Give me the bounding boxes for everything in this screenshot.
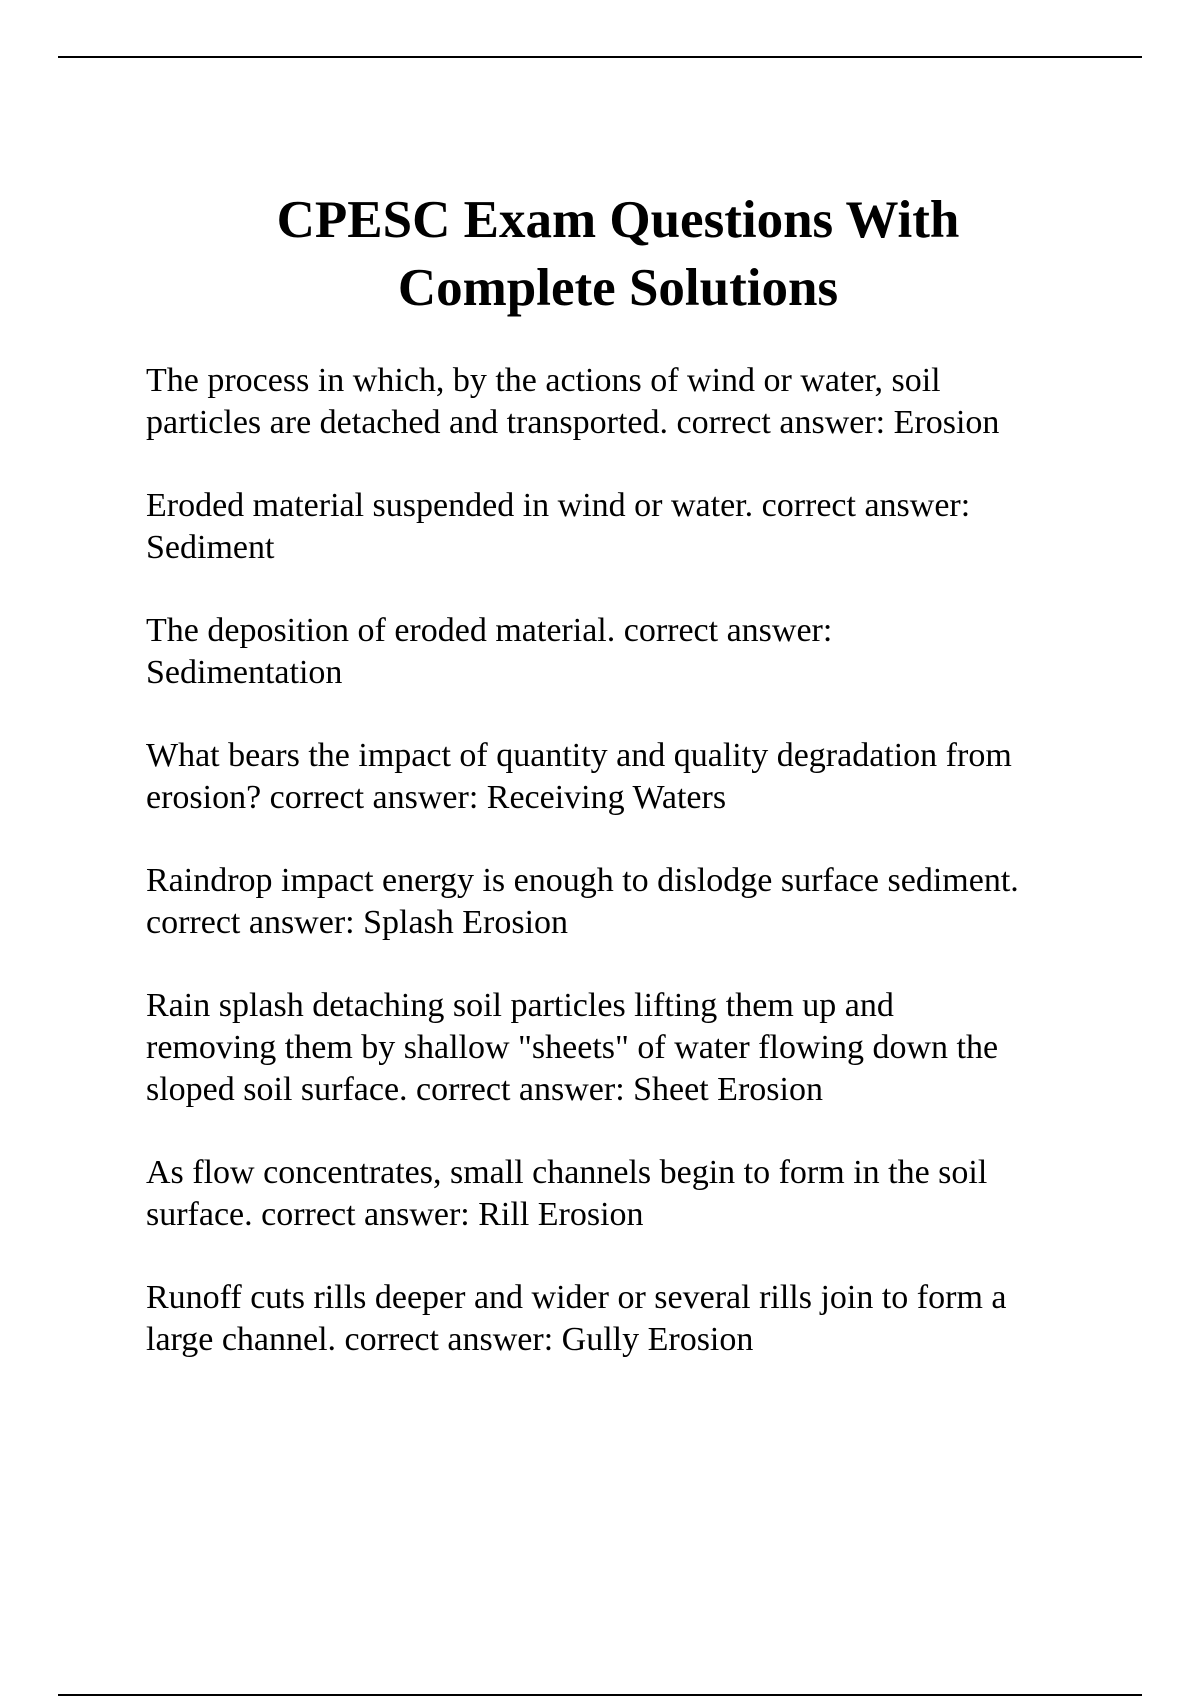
question-line: What bears the impact of quantity and quality degradation from bbox=[146, 737, 1012, 774]
question-list bbox=[146, 360, 1106, 1402]
question-line: erosion? correct answer: Receiving Waters bbox=[146, 779, 727, 816]
page-title bbox=[146, 186, 1090, 322]
bottom-rule bbox=[58, 1694, 1142, 1696]
question-line: surface. correct answer: Rill Erosion bbox=[146, 1196, 644, 1233]
question-line: large channel. correct answer: Gully Erosion bbox=[146, 1321, 754, 1358]
question-item-7 bbox=[146, 1152, 1106, 1236]
question-line: Sedimentation bbox=[146, 654, 343, 691]
question-item-5 bbox=[146, 860, 1106, 944]
question-line: Raindrop impact energy is enough to dislodge surface sediment. bbox=[146, 862, 1019, 899]
question-item-4 bbox=[146, 735, 1106, 819]
question-item-6 bbox=[146, 985, 1106, 1111]
question-line: The deposition of eroded material. correct answer: bbox=[146, 612, 833, 649]
question-line: Rain splash detaching soil particles lifting them up and bbox=[146, 987, 894, 1024]
question-line: Runoff cuts rills deeper and wider or several rills join to form a bbox=[146, 1279, 1007, 1316]
title-line-2: Complete Solutions bbox=[397, 259, 839, 317]
question-line: Eroded material suspended in wind or water. correct answer: bbox=[146, 487, 971, 524]
question-line: The process in which, by the actions of wind or water, soil bbox=[146, 362, 941, 399]
question-item-3 bbox=[146, 610, 1106, 694]
title-line-1: CPESC Exam Questions With bbox=[276, 191, 960, 249]
question-item-1 bbox=[146, 360, 1106, 444]
question-line: removing them by shallow "sheets" of water flowing down the bbox=[146, 1029, 999, 1066]
question-line: Sediment bbox=[146, 529, 275, 566]
question-item-2 bbox=[146, 485, 1106, 569]
question-line: As flow concentrates, small channels begin to form in the soil bbox=[146, 1154, 988, 1191]
question-line: particles are detached and transported. correct answer: Erosion bbox=[146, 404, 1000, 441]
top-rule bbox=[58, 56, 1142, 58]
question-item-8 bbox=[146, 1277, 1106, 1361]
question-line: sloped soil surface. correct answer: Sheet Erosion bbox=[146, 1071, 823, 1108]
question-line: correct answer: Splash Erosion bbox=[146, 904, 569, 941]
